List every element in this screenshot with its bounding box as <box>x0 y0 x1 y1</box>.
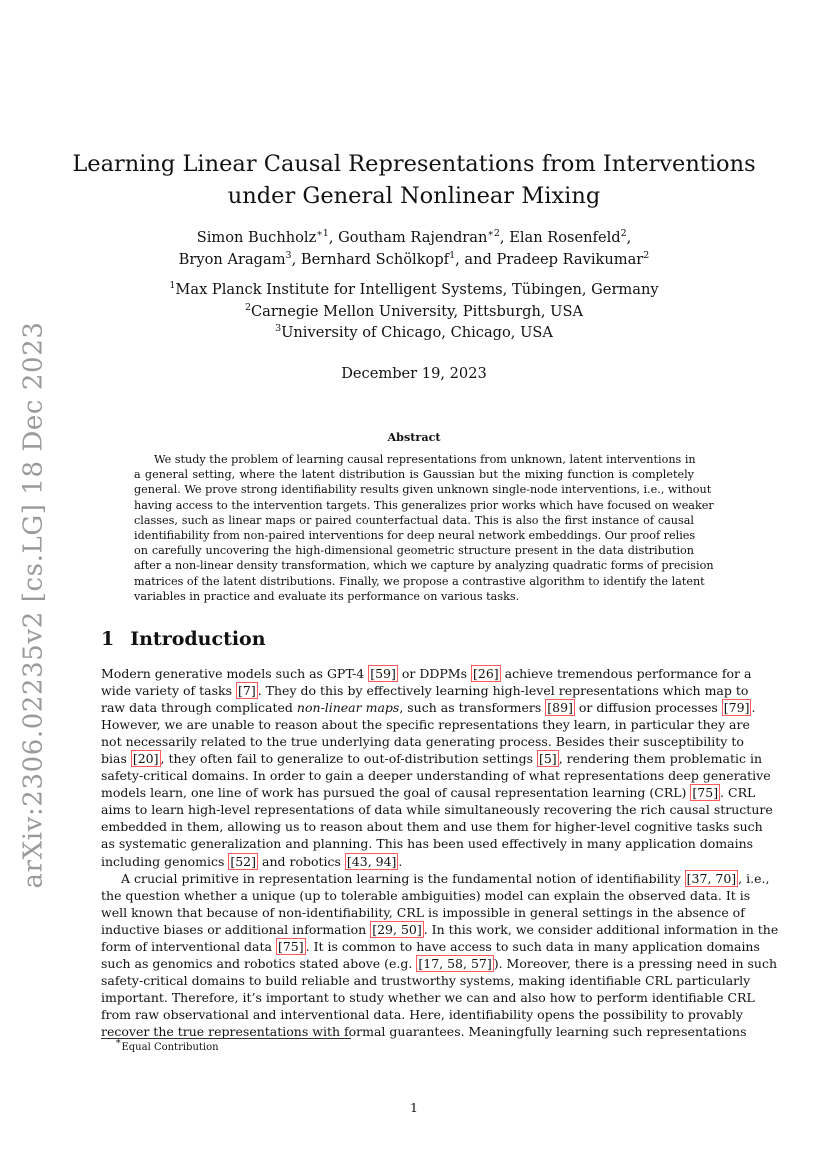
author-name: Elan Rosenfeld <box>509 229 621 246</box>
footnote <box>115 1036 219 1053</box>
author-affiliation-marker: ∗2 <box>487 228 500 239</box>
body-line: form of interventional data [75] . It is common to have access to such data in many application domains <box>101 938 760 954</box>
abstract-line: identifiability from non-paired interventions for deep neural network embeddings. Our proof relies <box>134 529 696 543</box>
citation[interactable]: [20] <box>132 751 159 767</box>
author-line <box>0 228 828 250</box>
section-heading <box>101 628 266 650</box>
citation[interactable]: [52] <box>230 853 257 869</box>
body-line: embedded in them, allowing us to reason about them and use them for higher-level cognitive tasks such <box>101 819 763 835</box>
citation[interactable]: [75] <box>277 938 304 954</box>
author-separator: , and <box>455 250 497 268</box>
body-line: However, we are unable to reason about the specific representations they learn, in particular they are <box>101 717 750 733</box>
body-line: such as genomics and robotics stated above (e.g. [17, 58, 57] ). Moreover, there is a pressing need in such <box>101 955 778 971</box>
author-name: Bernhard Schölkopf <box>300 250 450 268</box>
body-line: Modern generative models such as GPT-4 [59] or DDPMs [26] achieve tremendous performance for a <box>101 666 752 681</box>
author-affiliation-marker: 3 <box>285 249 292 261</box>
affiliation-text: Max Planck Institute for Intelligent Systems, Tübingen, Germany <box>175 281 659 298</box>
author-name: Pradeep Ravikumar <box>496 250 644 268</box>
body-line: safety-critical domains to build reliable and trustworthy systems, making identifiable CRL particularly <box>101 972 751 988</box>
abstract-line: after a non-linear density transformation, which we capture by analyzing quadratic forms of precision <box>134 559 714 573</box>
abstract-line: having access to the intervention targets. This generalizes prior works which have focused on weaker <box>134 498 714 512</box>
author-separator: , <box>328 229 339 246</box>
citation[interactable]: [75] <box>692 785 719 801</box>
body-line: models learn, one line of work has pursued the goal of causal representation learning (CRL) [75] . CRL <box>101 785 756 801</box>
affiliation <box>0 323 828 345</box>
citation[interactable]: [79] <box>723 700 750 716</box>
citation[interactable]: [37, 70] <box>686 870 737 886</box>
body-line: wide variety of tasks [7] . They do this by effectively learning high-level representations which map to <box>101 683 749 699</box>
affiliation <box>0 302 828 324</box>
citation[interactable]: [5] <box>538 751 557 767</box>
body-line: raw data through complicated non-linear maps, such as transformers [89] or diffusion processes [79] . <box>101 700 756 716</box>
abstract-line: a general setting, where the latent distribution is Gaussian but the mixing function is completely <box>134 468 694 482</box>
body-line: A crucial primitive in representation learning is the fundamental notion of identifiability [37, 70] , i.e., <box>121 870 770 886</box>
body-line: not necessarily related to the true underlying data generating process. Besides their susceptibility to <box>101 734 744 750</box>
affiliation-text: Carnegie Mellon University, Pittsburgh, USA <box>251 302 584 320</box>
author-list <box>0 228 828 271</box>
abstract-line: general. We prove strong identifiability results given unknown single-node interventions, i.e., without <box>134 483 712 497</box>
abstract-line: matrices of the latent distributions. Finally, we propose a contrastive algorithm to identify the latent <box>134 574 705 588</box>
affiliation-list <box>0 280 828 345</box>
abstract-body <box>134 452 714 604</box>
citation[interactable]: [59] <box>370 666 396 681</box>
author-name: Bryon Aragam <box>178 250 286 268</box>
affiliation-marker: 1 <box>169 280 176 291</box>
footnote-text: Equal Contribution <box>121 1042 219 1053</box>
author-separator: , <box>626 229 632 246</box>
body-line: as systematic generalization and planning. This has been used effectively in many application domains <box>101 836 754 852</box>
citation[interactable]: [7] <box>238 683 256 699</box>
body-line: including genomics [52] and robotics [43, 94] . <box>101 853 403 869</box>
body-line: recover the true representations with formal guarantees. Meaningfully learning such representations <box>101 1023 747 1039</box>
emphasis-text: non-linear maps <box>296 700 400 716</box>
abstract-line: classes, such as linear maps or paired counterfactual data. This is also the first instance of causal <box>134 513 694 527</box>
body-line: the question whether a unique (up to tolerable ambiguities) model can explain the observed data. It is <box>101 887 751 903</box>
title-line: Learning Linear Causal Representations from Interventions <box>72 151 756 177</box>
body-line: safety-critical domains. In order to gain a deeper understanding of what representations deep generative <box>101 768 771 784</box>
page-number: 1 <box>410 1100 418 1115</box>
abstract-heading: Abstract <box>387 430 441 444</box>
author-affiliation-marker: ∗1 <box>316 228 329 239</box>
body-line: from raw observational and interventional data. Here, identifiability opens the possibility to provably <box>101 1006 743 1022</box>
abstract-line: variables in practice and evaluate its performance on various tasks. <box>134 589 520 603</box>
author-affiliation-marker: 1 <box>449 249 456 261</box>
body-line: well known that because of non-identifiability, CRL is impossible in general settings in the absence of <box>101 904 745 920</box>
body-line: important. Therefore, it’s important to study whether we can and also how to perform identifiable CRL <box>101 989 755 1005</box>
paper-title <box>0 148 828 212</box>
section-number: 1 <box>101 628 115 650</box>
affiliation-marker: 3 <box>275 323 282 334</box>
citation[interactable]: [26] <box>472 666 499 681</box>
author-line <box>0 250 828 272</box>
citation[interactable]: [29, 50] <box>372 921 422 937</box>
abstract-line: We study the problem of learning causal representations from unknown, latent interventions in <box>154 453 696 466</box>
introduction-body <box>101 665 779 1040</box>
author-name: Goutham Rajendran <box>338 229 488 246</box>
author-name: Simon Buchholz <box>196 229 317 246</box>
body-line: inductive biases or additional information [29, 50] . In this work, we consider additional information in the <box>101 921 779 937</box>
body-line: bias [20] , they often fail to generalize to out-of-distribution settings [5] , rendering them problematic in <box>101 751 763 767</box>
footnote-marker: ∗ <box>115 1036 122 1047</box>
affiliation-marker: 2 <box>244 301 252 313</box>
author-separator: , <box>499 229 510 246</box>
affiliation-text: University of Chicago, Chicago, USA <box>281 324 553 341</box>
footnote-divider <box>101 1038 351 1039</box>
citation[interactable]: [17, 58, 57] <box>418 955 492 971</box>
affiliation <box>0 280 828 302</box>
title-line: under General Nonlinear Mixing <box>227 183 601 209</box>
citation[interactable]: [43, 94] <box>346 853 397 869</box>
arxiv-identifier: arXiv:2306.02235v2 [cs.LG] 18 Dec 2023 <box>18 321 49 889</box>
section-title: Introduction <box>130 628 266 650</box>
paper-date: December 19, 2023 <box>341 365 487 382</box>
author-affiliation-marker: 2 <box>620 228 627 239</box>
author-separator: , <box>291 250 301 268</box>
author-affiliation-marker: 2 <box>643 249 650 261</box>
citation[interactable]: [89] <box>547 700 573 716</box>
body-line: aims to learn high-level representations of data while simultaneously recovering the rich causal structure <box>101 802 773 818</box>
abstract-line: on carefully uncovering the high-dimensional geometric structure present in the data distribution <box>134 544 694 558</box>
